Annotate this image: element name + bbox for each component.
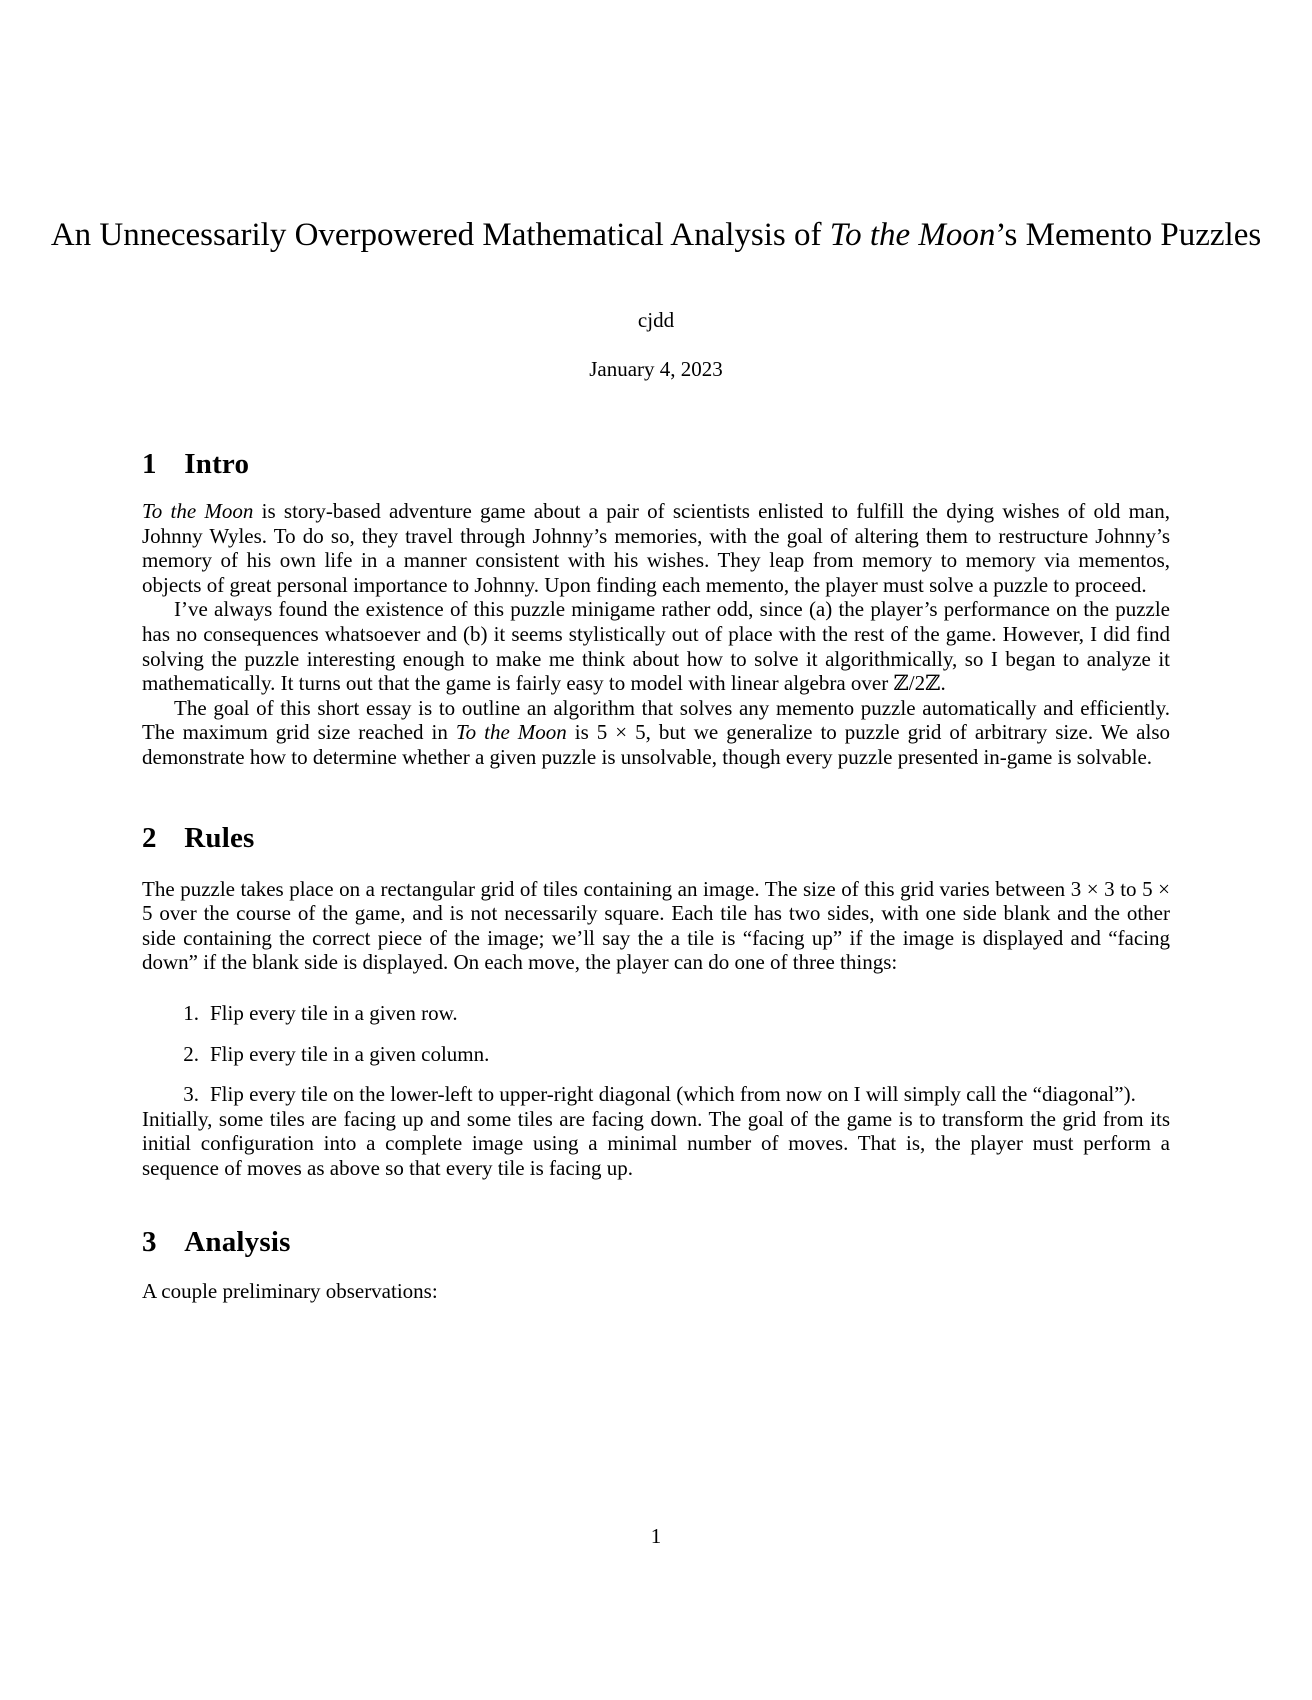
paragraph: Initially, some tiles are facing up and some tiles are facing down. The goal of the game is to transform the grid from its initial configuration into a complete image using a minimal number of moves. That is, the player must perform a sequence of moves as above so that every tile is facing up. [142, 1106, 1170, 1180]
section-heading-analysis [142, 1226, 1170, 1259]
list-item [142, 1001, 1170, 1026]
title-block [0, 0, 1312, 382]
paragraph: To the Moon is story-based adventure game about a pair of scientists enlisted to fulfill the dying wishes of old man, Johnny Wyles. To do so, they travel through Johnny’s memories, with the goal of altering them to restructure Johnny’s memory of his own life in a manner consistent with his wishes. They leap from memory to memory via mementos, objects of great personal importance to Johnny. Upon finding each memento, the player must solve a puzzle to proceed. [142, 499, 1170, 597]
section-heading-rules [142, 822, 1170, 855]
date: January 4, 2023 [589, 357, 723, 381]
list-item-text: Flip every tile on the lower-left to upper-right diagonal (which from now on I will simply call the “diagonal”). [210, 1082, 1136, 1107]
section-number: 3 [142, 1226, 157, 1259]
section-title: Analysis [184, 1226, 291, 1259]
list-item-text: Flip every tile in a given column. [210, 1041, 490, 1066]
document-body [142, 448, 1170, 1304]
list-item-text: Flip every tile in a given row. [210, 1000, 458, 1025]
paragraph: I’ve always found the existence of this puzzle minigame rather odd, since (a) the player’s performance on the puzzle has no consequences whatsoever and (b) it seems stylistically out of place with the rest of the game. However, I did find solving the puzzle interesting enough to make me think about how to solve it algorithmically, so I began to analyze it mathematically. It turns out that the game is fairly easy to model with linear algebra over ℤ/2ℤ. [142, 597, 1170, 696]
section-title: Rules [184, 821, 255, 854]
moves-list [142, 1001, 1170, 1107]
section-heading-intro [142, 448, 1170, 481]
paragraph: The puzzle takes place on a rectangular grid of tiles containing an image. The size of this grid varies between 3 × 3 to 5 × 5 over the course of the game, and is not necessarily square. Each tile has two sides, with one side blank and the other side containing the correct piece of the image; we’ll say the a tile is “facing up” if the image is displayed and “facing down” if the blank side is displayed. On each move, the player can do one of three things: [142, 876, 1170, 975]
list-item-number: 3. [183, 1082, 199, 1107]
paper-title: An Unnecessarily Overpowered Mathematical Analysis of To the Moon’s Memento Puzzles [50, 217, 1262, 253]
author: cjdd [637, 308, 675, 332]
list-item [142, 1042, 1170, 1067]
section-number: 2 [142, 821, 157, 854]
list-item-number: 2. [183, 1041, 199, 1066]
paragraph: A couple preliminary observations: [142, 1279, 438, 1304]
paragraph: The goal of this short essay is to outline an algorithm that solves any memento puzzle automatically and efficiently. The maximum grid size reached in To the Moon is 5 × 5, but we generalize to puzzle grid of arbitrary size. We also demonstrate how to determine whether a given puzzle is unsolvable, though every puzzle presented in-game is solvable. [142, 695, 1170, 769]
section-title: Intro [184, 448, 250, 480]
section-number: 1 [142, 448, 157, 480]
list-item-number: 1. [183, 1000, 199, 1025]
list-item [142, 1082, 1170, 1107]
page-number: 1 [650, 1524, 662, 1548]
